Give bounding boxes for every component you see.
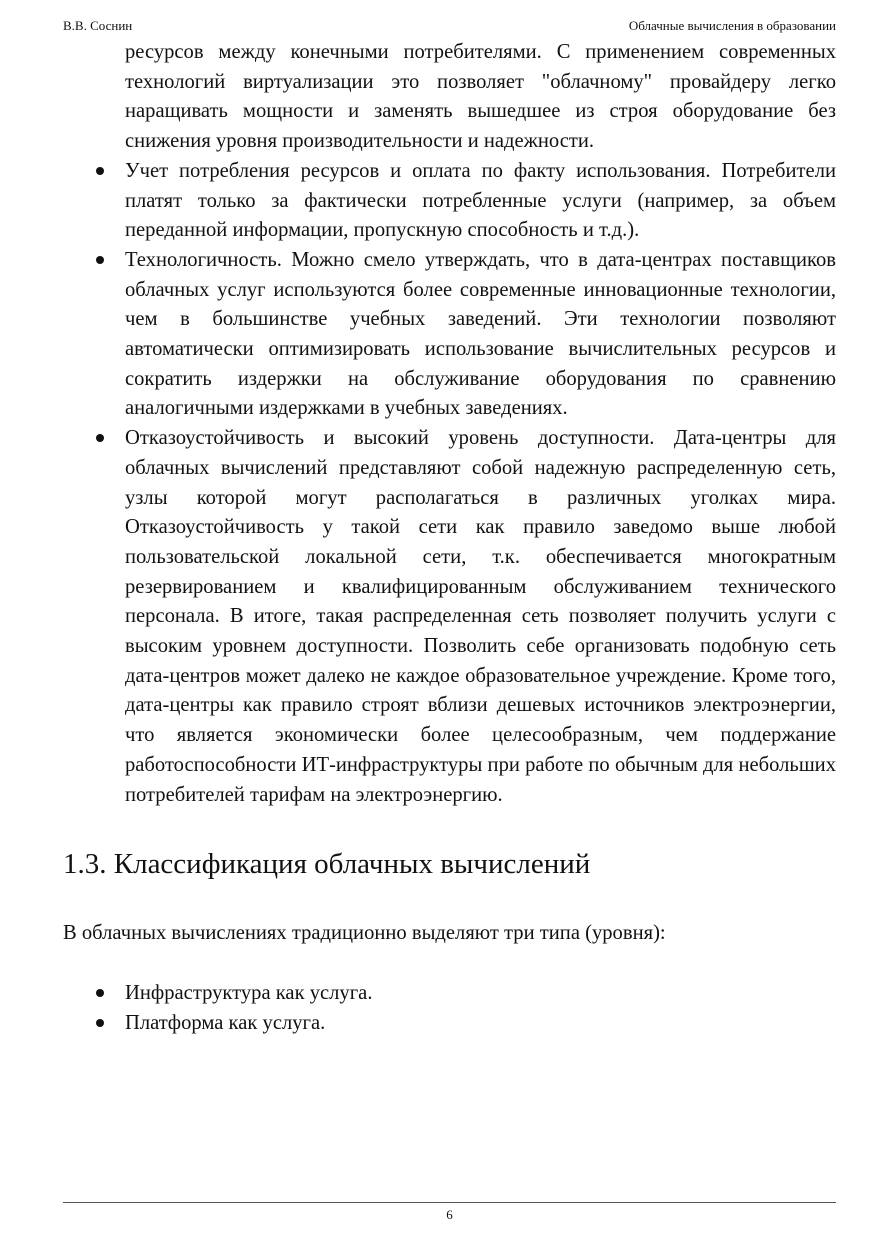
page-content [63,38,836,1038]
bullet-icon [96,989,104,997]
list-item-text: Платформа как услуга. [125,1011,326,1034]
section-intro: В облачных вычислениях традиционно выделяют три типа (уровня): [63,922,666,945]
footer-divider [63,1202,836,1203]
advantages-list [63,157,836,810]
list-item-text: Инфраструктура как услуга. [125,981,373,1004]
list-item-text: Учет потребления ресурсов и оплата по факту использования. Потребители платят только за фактически потребленные услуги (например, за объем переданной информации, пропускную способность и т.д.). [125,159,836,242]
bullet-icon [96,167,104,175]
section-heading: 1.3. Классификация облачных вычислений [63,848,591,881]
header-author: В.В. Соснин [63,18,133,33]
cloud-types-list [63,979,836,1038]
header-book-title: Облачные вычисления в образовании [628,18,836,33]
list-item [63,424,836,810]
bullet-icon [96,434,104,442]
list-item [63,1009,836,1039]
bullet-icon [96,1019,104,1027]
list-item [63,157,836,246]
list-item [63,979,836,1009]
list-item-text: Технологичность. Можно смело утверждать, что в дата-центрах поставщиков облачных услуг используются более современные инновационные технологии, чем в большинстве учебных заведений. Эти технологии позволяют автоматически оптимизировать использование вычислительных ресурсов и сократить издержки на обслуживание оборудования по сравнению аналогичными издержками в учебных заведениях. [125,248,836,420]
continued-bullet-text: ресурсов между конечными потребителями. С применением современных технологий виртуализации это позволяет "облачному" провайдеру легко наращивать мощности и заменять вышедшее из строя оборудование без снижения уровня производительности и надежности. [125,41,836,153]
running-header [63,16,836,36]
bullet-icon [96,256,104,264]
list-item-text: Отказоустойчивость и высокий уровень доступности. Дата-центры для облачных вычислений представляют собой надежную распределенную сеть, узлы которой могут располагаться в различных уголках мира. Отказоустойчивость у такой сети как правило заведомо выше любой пользовательской локальной сети, т.к. обеспечивается многократным резервированием и квалифицированным обслуживанием технического персонала. В итоге, такая распределенная сеть позволяет получить услуги с высоким уровнем доступности. Позволить себе организовать подобную сеть дата-центров может далеко не каждое образовательное учреждение. Кроме того, дата-центры как правило строят вблизи дешевых источников электроэнергии, что является экономически более целесообразным, чем поддержание работоспособности ИТ-инфраструктуры при работе по обычным для небольших потребителей тарифам на электроэнергию. [125,427,836,806]
list-item [63,246,836,424]
page-number: 6 [446,1207,453,1222]
